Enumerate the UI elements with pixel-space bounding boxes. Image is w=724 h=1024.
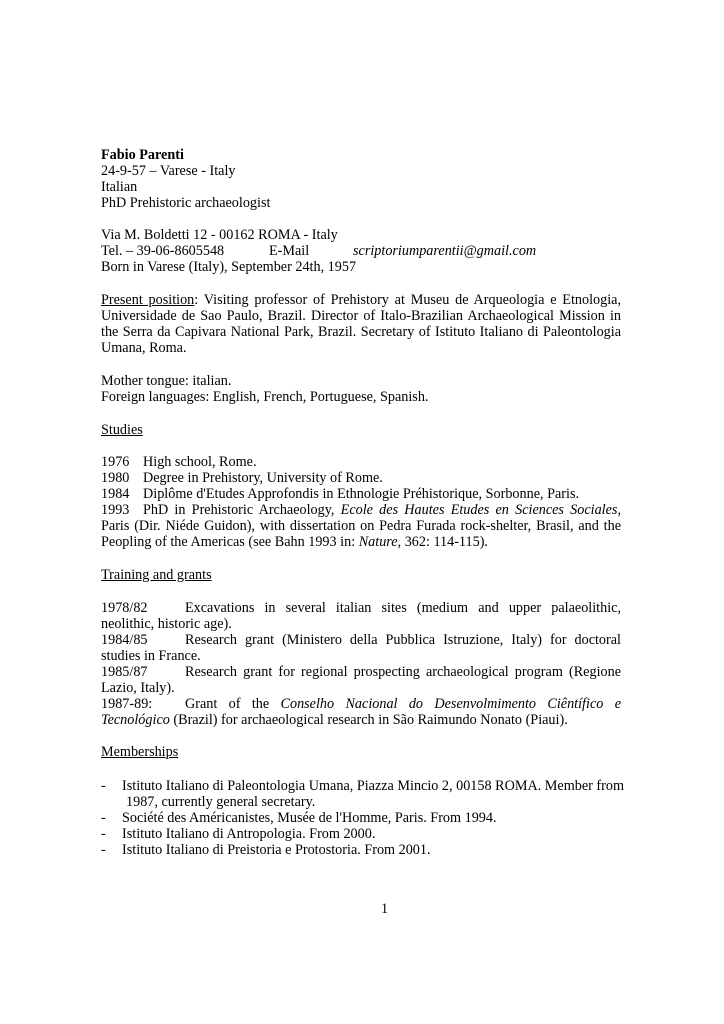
training-item-line: studies in France.: [101, 648, 201, 664]
study-item-phd-line: Peopling of the Americas (see Bahn 1993 in: Nature, 362: 114-115).: [101, 534, 488, 550]
phone: Tel. – 39-06-8605548: [101, 243, 225, 259]
email-label: E-Mail: [269, 243, 310, 259]
bullet-dash: -: [101, 826, 106, 842]
birth-place-date: Born in Varese (Italy), September 24th, 1957: [101, 259, 357, 275]
training-heading: Training and grants: [101, 567, 212, 583]
memberships-heading: Memberships: [101, 744, 179, 760]
study-item-phd: 1993 PhD in Prehistoric Archaeology, Ecole des Hautes Etudes en Sciences Sociales,: [101, 502, 621, 518]
training-item-line: Tecnológico (Brazil) for archaeological research in São Raimundo Nonato (Piaui).: [101, 712, 568, 728]
present-position-label: Present position: [101, 292, 195, 308]
foreign-languages: Foreign languages: English, French, Portuguese, Spanish.: [101, 389, 429, 405]
nationality: Italian: [101, 179, 138, 195]
mother-tongue: Mother tongue: italian.: [101, 373, 232, 389]
page-number: 1: [381, 901, 389, 917]
membership-item: Istituto Italiano di Paleontologia Umana, Piazza Mincio 2, 00158 ROMA. Member from: [122, 778, 624, 794]
study-item: 1984 Diplôme d'Etudes Approfondis in Ethnologie Préhistorique, Sorbonne, Paris.: [101, 486, 580, 502]
present-position-line: Universidade de Sao Paulo, Brazil. Director of Italo-Brazilian Archaeological Mission in: [101, 308, 621, 324]
study-item: 1976 High school, Rome.: [101, 454, 257, 470]
membership-item: Istituto Italiano di Antropologia. From 2000.: [122, 826, 376, 842]
training-item: 1978/82 Excavations in several italian sites (medium and upper palaeolithic,: [101, 600, 621, 616]
email-link[interactable]: scriptoriumparentii@gmail.com: [353, 243, 537, 259]
study-item: 1980 Degree in Prehistory, University of Rome.: [101, 470, 383, 486]
bullet-dash: -: [101, 842, 106, 858]
present-position-line: the Serra da Capivara National Park, Brazil. Secretary of Istituto Italiano di Paleontologia: [101, 324, 621, 340]
training-item: 1985/87 Research grant for regional prospecting archaeological program (Regione: [101, 664, 621, 680]
training-item: 1984/85 Research grant (Ministero della Pubblica Istruzione, Italy) for doctoral: [101, 632, 621, 648]
address: Via M. Boldetti 12 - 00162 ROMA - Italy: [101, 227, 338, 243]
membership-item: Istituto Italiano di Preistoria e Protostoria. From 2001.: [122, 842, 431, 858]
membership-item: Société des Américanistes, Musée de l'Homme, Paris. From 1994.: [122, 810, 497, 826]
bullet-dash: -: [101, 810, 106, 826]
training-item: 1987-89: Grant of the Conselho Nacional do Desenvolmimento Ciêntífico e: [101, 696, 621, 712]
present-position-line: Present position: Visiting professor of Prehistory at Museu de Arqueologia e Etnologia,: [101, 292, 621, 308]
birth-info: 24-9-57 – Varese - Italy: [101, 163, 236, 179]
person-name: Fabio Parenti: [101, 147, 184, 163]
job-title: PhD Prehistoric archaeologist: [101, 195, 271, 211]
studies-heading: Studies: [101, 422, 143, 438]
training-item-line: neolithic, historic age).: [101, 616, 232, 632]
membership-item-line: 1987, currently general secretary.: [126, 794, 316, 810]
training-item-line: Lazio, Italy).: [101, 680, 175, 696]
present-position-line: Umana, Roma.: [101, 340, 187, 356]
bullet-dash: -: [101, 778, 106, 794]
study-item-phd-line: Paris (Dir. Niéde Guidon), with dissertation on Pedra Furada rock-shelter, Brasil, and the: [101, 518, 621, 534]
